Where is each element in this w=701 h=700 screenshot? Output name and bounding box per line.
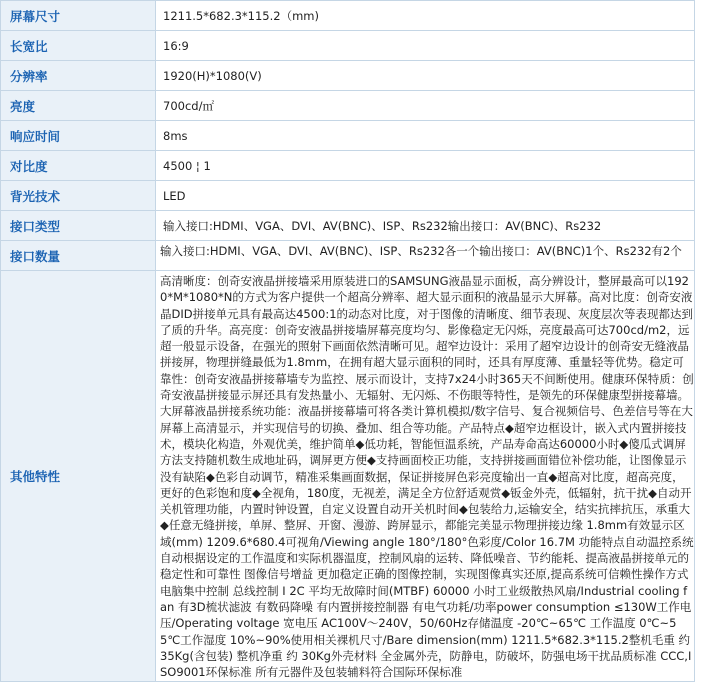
spec-label: 背光技术 <box>1 181 156 211</box>
spec-value: 700cd/㎡ <box>156 91 695 121</box>
spec-value: LED <box>156 181 695 211</box>
spec-row-resolution <box>1 61 695 91</box>
spec-label: 接口数量 <box>1 241 156 271</box>
spec-value: 高清晰度：创奇安液晶拼接墙采用原装进口的SAMSUNG液晶显示面板，高分辨设计，整屏最高可以1920*M*1080*N的方式为客户提供一个超高分辨率、超大显示面积的液晶显示大屏幕。高对比度：创奇安液晶DID拼接单元具有最高达4500:1的动态对比度，对于图像的清晰度、细节表现、灰度层次等表现都达到了质的升华。高亮度：创奇安液晶拼接墙屏幕亮度均匀、影像稳定无闪烁，亮度最高可达700cd/m2，远超一般显示设备，在强光的照射下画面依然清晰可见。超窄边设计：采用了超窄边设计的创奇安无缝液晶拼接屏，物理拼缝最低为1.8mm，在拥有超大显示面积的同时，还具有厚度薄、重量轻等优势。稳定可靠性：创奇安液晶拼接幕墙专为监控、展示而设计，支持7x24小时365天不间断使用。健康环保特质：创奇安液晶拼接显示屏还具有发热量小、无辐射、无闪烁、不伤眼等特性，是领先的环保健康型拼接幕墙。大屏幕液晶拼接系统功能：液晶拼接幕墙可将各类计算机模拟/数字信号、复合视频信号、色差信号等在大屏幕上高清显示，并实现信号的切换、叠加、组合等功能。产品特点◆超窄边框设计，嵌入式内置拼接技术，模块化构造，外观优美，维护简单◆低功耗，智能恒温系统，产品寿命高达60000小时◆傻瓜式调屏方法支持随机数生成地址码，调屏更方便◆支持画面校正功能，支持拼接画面错位补偿功能，让图像显示没有缺陷◆色彩自动调节，精准采集画面数据，保证拼接屏色彩亮度输出一直◆超高对比度，超高亮度，更好的色彩饱和度◆全视角，180度，无视差，满足全方位舒适观赏◆钣金外壳，低辐射，抗干扰◆自动开关机管理功能，内置时钟设置，自定义设置自动开关机时间◆包装给力,运输安全，结实抗摔抗压，承重大◆任意无缝拼接，单屏、整屏、开窗、漫游、跨屏显示，都能完美显示物理拼接边缘 1.8mm有效显示区域(mm) 1209.6*680.4可视角/Viewing angle 180°/180°色彩度/Color 16.7M 功能特点自动温控系统 自动根据设定的工作温度和实际机器温度，控制风扇的运转、降低噪音、节约能耗、提高液晶拼接单元的稳定性和可靠性 图像信号增益 更加稳定正确的图像控制，实现图像真实还原,提高系统可信赖性操作方式 电脑集中控制 总线控制 I 2C 平均无故障时间(MTBF) 60000 小时工业级散热风扇/Industrial cooling fan 有3D梳状滤波 有数码降噪 有内置拼接控制器 有电气功耗/功率power consumption ≤130W工作电压/Operating voltage 宽电压 AC100V～240V，50/60Hz存储温度 -20℃~65℃ 工作温度 0℃~55℃工作湿度 10%~90%使用相关裸机尺寸/Bare dimension(mm) 1211.5*682.3*115.2整机毛重 约 35Kg(含包装) 整机净重 约 30Kg外壳材料 全金属外壳，防静电，防破坏，防强电场干扰品质标准 CCC,ISO9001环保标准 所有元器件及包装辅料符合国际环保标准 <box>160 274 694 679</box>
spec-row-contrast <box>1 151 695 181</box>
spec-value: 4500 ¦ 1 <box>156 151 695 181</box>
spec-label: 接口类型 <box>1 211 156 241</box>
spec-label: 分辨率 <box>1 61 156 91</box>
spec-row-aspect-ratio <box>1 31 695 61</box>
spec-row-brightness <box>1 91 695 121</box>
spec-value-cell <box>156 271 695 682</box>
spec-label: 亮度 <box>1 91 156 121</box>
spec-row-response-time <box>1 121 695 151</box>
spec-label: 屏幕尺寸 <box>1 1 156 31</box>
spec-label: 对比度 <box>1 151 156 181</box>
spec-label: 长宽比 <box>1 31 156 61</box>
spec-row-backlight <box>1 181 695 211</box>
spec-value: 16:9 <box>156 31 695 61</box>
spec-value: 输入接口:HDMI、VGA、DVI、AV(BNC)、ISP、Rs232输出接口：AV(BNC)、Rs232 <box>156 211 695 241</box>
spec-row-interface-type <box>1 211 695 241</box>
spec-value: 输入接口:HDMI、VGA、DVI、AV(BNC)、ISP、Rs232各一个输出接口：AV(BNC)1个、Rs232有2个 <box>156 241 695 271</box>
spec-value: 8ms <box>156 121 695 151</box>
spec-row-other-features <box>1 271 695 682</box>
spec-row-interface-count <box>1 241 695 271</box>
spec-label: 响应时间 <box>1 121 156 151</box>
spec-value: 1920(H)*1080(V) <box>156 61 695 91</box>
spec-value: 1211.5*682.3*115.2（mm) <box>156 1 695 31</box>
spec-row-screen-size <box>1 1 695 31</box>
spec-label: 其他特性 <box>1 271 156 682</box>
